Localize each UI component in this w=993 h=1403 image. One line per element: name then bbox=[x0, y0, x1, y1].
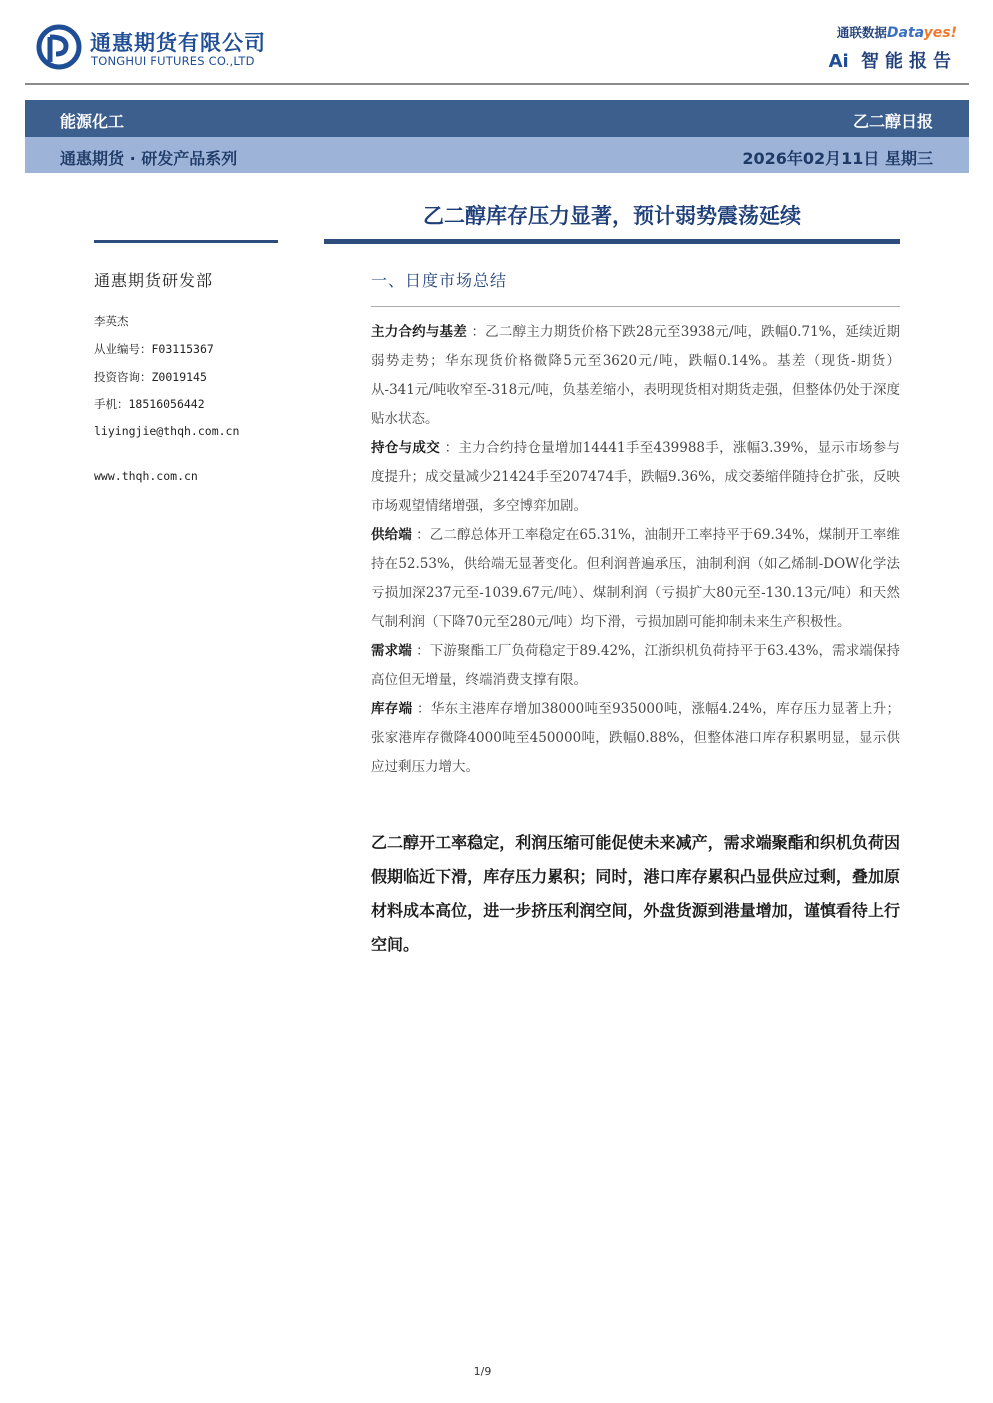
header-divider bbox=[25, 83, 969, 85]
category-bar bbox=[25, 100, 969, 137]
website-link[interactable]: www.thqh.com.cn bbox=[94, 469, 198, 483]
paragraph-label: 需求端 bbox=[371, 643, 412, 659]
paragraph-basis: 主力合约与基差 ：乙二醇主力期货价格下跌28元至3938元/吨，跌幅0.71%，延续近期弱势走势；华东现货价格微降5元至3620元/吨，跌幅0.14%。基差（现货-期货）从-341元/吨收窄至-318元/吨，负基差缩小，表明现货相对期货走强，但整体仍处于深度贴水状态。 bbox=[371, 324, 901, 427]
partner-brand-data: Data bbox=[886, 25, 924, 41]
paragraph-text: 乙二醇主力期货价格下跌28元至3938元/吨，跌幅0.71%，延续近期弱势走势；华东现货价格微降5元至3620元/吨，跌幅0.14%。基差（现货-期货）从-341元/吨收窄至-318元/吨，负基差缩小，表明现货相对期货走强，但整体仍处于深度贴水状态。 bbox=[371, 324, 901, 427]
sidebar-top-rule bbox=[94, 240, 278, 243]
paragraph-supply: 供给端 ：乙二醇总体开工率稳定在65.31%，油制开工率持平于69.34%，煤制开工率维持在52.53%，供给端无显著变化。但利润普遍承压，油制利润（如乙烯制-DOW化学法亏损加深237元至-1039.67元/吨）、煤制利润（亏损扩大80元至-130.13元/吨）和天然气制利润（下降70元至280元/吨）均下滑，亏损加剧可能抑制未来生产积极性。 bbox=[371, 527, 901, 630]
paragraph-position: 持仓与成交 ：主力合约持仓量增加14441手至439988手，涨幅3.39%，显示市场参与度提升；成交量减少21424手至207474手，跌幅9.36%，成交萎缩伴随持仓扩张，反映市场观望情绪增强，多空博弈加剧。 bbox=[371, 440, 901, 514]
analyst-phone: 手机：18516056442 bbox=[94, 397, 205, 411]
partner-name-cn: 通联数据 bbox=[836, 25, 887, 40]
section-divider bbox=[371, 306, 900, 307]
ai-logo: Ai bbox=[828, 51, 849, 72]
paragraph-text: 主力合约持仓量增加14441手至439988手，涨幅3.39%，显示市场参与度提升；成交量减少21424手至207474手，跌幅9.36%，成交萎缩伴随持仓扩张，反映市场观望情绪增强，多空博弈加剧。 bbox=[371, 440, 901, 514]
research-dept: 通惠期货研发部 bbox=[94, 271, 214, 290]
report-type-label: 乙二醇日报 bbox=[852, 112, 933, 131]
company-name-cn: 通惠期货有限公司 bbox=[90, 31, 266, 55]
company-name-en: TONGHUI FUTURES CO.,LTD bbox=[91, 54, 255, 68]
paragraph-text: 华东主港库存增加38000吨至935000吨，涨幅4.24%，库存压力显著上升；张家港库存微降4000吨至450000吨，跌幅0.88%，但整体港口库存积累明显，显示供应过剩压力增大。 bbox=[371, 701, 901, 775]
analyst-email-link[interactable]: liyingjie@thqh.com.cn bbox=[94, 424, 240, 438]
ai-report-label bbox=[829, 47, 957, 73]
report-date: 2026年02月11日 星期三 bbox=[742, 149, 933, 168]
conclusion-summary: 乙二醇开工率稳定，利润压缩可能促使未来减产，需求端聚酯和织机负荷因假期临近下滑，库存压力累积；同时，港口库存累积凸显供应过剩，叠加原材料成本高位，进一步挤压利润空间，外盘货源到港量增加，谨慎看待上行空间。 bbox=[371, 833, 900, 954]
analyst-license: 从业编号：F03115367 bbox=[94, 342, 214, 356]
company-logo-icon bbox=[36, 24, 82, 70]
paragraph-inventory: 库存端 ：华东主港库存增加38000吨至935000吨，涨幅4.24%，库存压力显著上升；张家港库存微降4000吨至450000吨，跌幅0.88%，但整体港口库存积累明显，显示供应过剩压力增大。 bbox=[371, 701, 901, 775]
title-underline bbox=[324, 239, 900, 244]
section-heading: 一、日度市场总结 bbox=[371, 271, 508, 290]
series-label: 通惠期货 · 研发产品系列 bbox=[60, 149, 238, 168]
partner-logo bbox=[837, 23, 957, 41]
paragraph-text: 乙二醇总体开工率稳定在65.31%，油制开工率持平于69.34%，煤制开工率维持在52.53%，供给端无显著变化。但利润普遍承压，油制利润（如乙烯制-DOW化学法亏损加深237元至-1039.67元/吨）、煤制利润（亏损扩大80元至-130.13元/吨）和天然气制利润（下降70元至280元/吨）均下滑，亏损加剧可能抑制未来生产积极性。 bbox=[371, 527, 901, 630]
paragraph-label: 库存端 bbox=[371, 701, 413, 717]
series-bar bbox=[25, 137, 969, 173]
paragraph-label: 持仓与成交 bbox=[371, 440, 441, 456]
market-summary-body bbox=[371, 318, 900, 782]
analyst-name: 李英杰 bbox=[94, 314, 129, 328]
category-label: 能源化工 bbox=[60, 112, 125, 131]
paragraph-demand: 需求端 ：下游聚酯工厂负荷稳定于89.42%，江浙织机负荷持平于63.43%，需求端保持高位但无增量，终端消费支撑有限。 bbox=[371, 643, 901, 688]
analyst-advisory: 投资咨询：Z0019145 bbox=[94, 370, 207, 384]
partner-brand-yes: yes! bbox=[923, 25, 957, 41]
ai-report-text: 智能报告 bbox=[861, 51, 957, 72]
paragraph-text: 下游聚酯工厂负荷稳定于89.42%，江浙织机负荷持平于63.43%，需求端保持高位但无增量，终端消费支撑有限。 bbox=[371, 643, 901, 688]
paragraph-label: 供给端 bbox=[371, 527, 412, 543]
report-title: 乙二醇库存压力显著，预计弱势震荡延续 bbox=[423, 204, 801, 228]
page-number: 1/9 bbox=[473, 1365, 492, 1378]
paragraph-label: 主力合约与基差 bbox=[371, 324, 467, 340]
